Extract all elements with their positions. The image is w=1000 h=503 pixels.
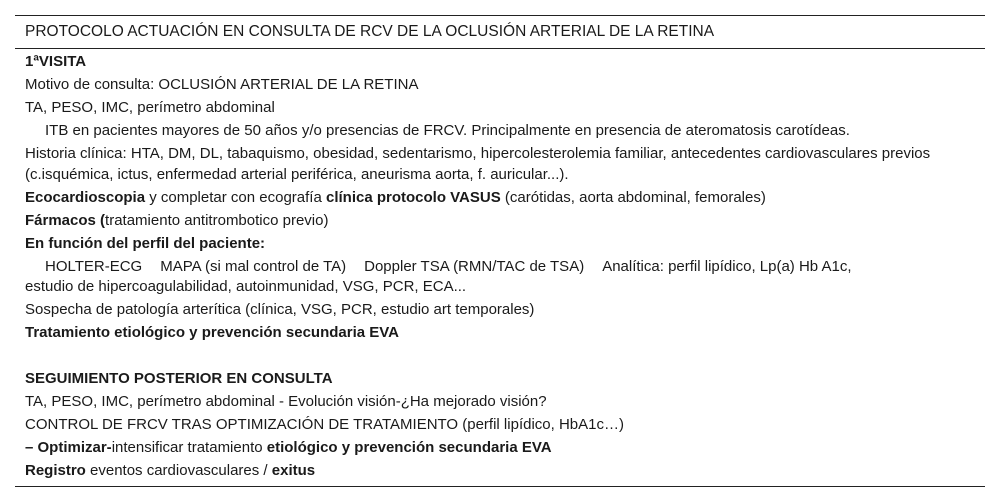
analitica: Analítica: perfil lipídico, Lp(a) Hb A1c, — [602, 258, 852, 275]
itb-line: ITB en pacientes mayores de 50 años y/o presencias de FRCV. Principalmente en presencia de ateromatosis carotídeas. — [45, 122, 850, 139]
arteritic-suspicion: Sospecha de patología arterítica (clínica, VSG, PCR, estudio art temporales) — [25, 301, 535, 318]
doppler-tsa: Doppler TSA (RMN/TAC de TSA) — [364, 258, 585, 275]
consultation-reason: Motivo de consulta: OCLUSIÓN ARTERIAL DE LA RETINA — [25, 76, 419, 93]
followup-vitals: TA, PESO, IMC, perímetro abdominal - Evolución visión-¿Ha mejorado visión? — [25, 393, 547, 410]
optimize-line: – Optimizar-intensificar tratamiento etiológico y prevención secundaria EVA — [25, 439, 552, 456]
mapa: MAPA (si mal control de TA) — [160, 258, 347, 275]
followup-heading: SEGUIMIENTO POSTERIOR EN CONSULTA — [25, 370, 333, 387]
treatment-line: Tratamiento etiológico y prevención secundaria EVA — [25, 324, 399, 341]
holter-ecg: HOLTER-ECG — [45, 258, 143, 275]
drugs-line: Fármacos (tratamiento antitrombotico previo) — [25, 212, 329, 229]
registry-line: Registro eventos cardiovasculares / exitus — [25, 462, 316, 479]
echo-line: Ecocardioscopia y completar con ecografía clínica protocolo VASUS (carótidas, aorta abdominal, femorales) — [25, 189, 766, 206]
vitals-line: TA, PESO, IMC, perímetro abdominal — [25, 99, 275, 116]
table-body — [15, 49, 985, 482]
hypercoag-study: estudio de hipercoagulabilidad, autoinmunidad, VSG, PCR, ECA... — [25, 278, 467, 295]
patient-profile-heading: En función del perfil del paciente: — [25, 235, 266, 252]
bottom-rule — [15, 486, 985, 487]
protocol-table — [15, 15, 985, 487]
table-title: PROTOCOLO ACTUACIÓN EN CONSULTA DE RCV DE LA OCLUSIÓN ARTERIAL DE LA RETINA — [25, 23, 715, 40]
first-visit-heading: 1ªVISITA — [25, 53, 87, 70]
clinical-history: Historia clínica: HTA, DM, DL, tabaquismo, obesidad, sedentarismo, hipercolesterolemia familiar, antecedentes cardiovasculares previos (c.isquémica, ictus, enfermedad arterial periférica, aneurisma aorta, f. auricular...). — [25, 145, 931, 183]
frcv-control: CONTROL DE FRCV TRAS OPTIMIZACIÓN DE TRATAMIENTO (perfil lipídico, HbA1c…) — [25, 416, 624, 433]
